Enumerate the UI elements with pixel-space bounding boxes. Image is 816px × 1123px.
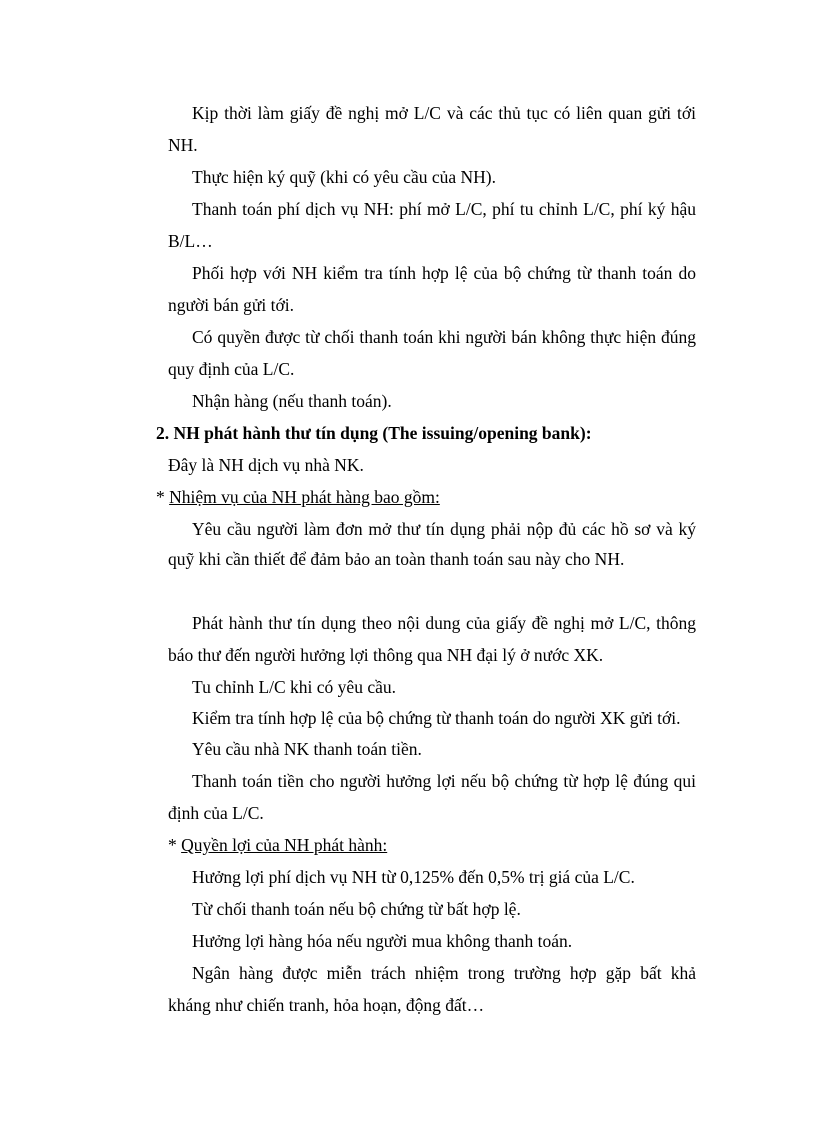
paragraph-line: B/L… bbox=[168, 231, 213, 251]
paragraph-line: Nhận hàng (nếu thanh toán). bbox=[192, 391, 392, 411]
paragraph-line: Phối hợp với NH kiểm tra tính hợp lệ của bộ chứng từ thanh toán do bbox=[192, 263, 696, 283]
paragraph-line: Kịp thời làm giấy đề nghị mở L/C và các thủ tục có liên quan gửi tới bbox=[192, 103, 696, 123]
paragraph-line: Tu chỉnh L/C khi có yêu cầu. bbox=[192, 677, 396, 697]
duties-subheading bbox=[156, 487, 440, 507]
duties-title: Nhiệm vụ của NH phát hàng bao gồm: bbox=[169, 487, 440, 507]
paragraph-line: Yêu cầu nhà NK thanh toán tiền. bbox=[192, 739, 422, 759]
paragraph-line: Có quyền được từ chối thanh toán khi người bán không thực hiện đúng bbox=[192, 327, 696, 347]
paragraph-line: Thực hiện ký quỹ (khi có yêu cầu của NH). bbox=[192, 167, 496, 187]
paragraph-line: định của L/C. bbox=[168, 803, 264, 823]
section-intro: Đây là NH dịch vụ nhà NK. bbox=[168, 455, 364, 475]
paragraph-line: Thanh toán tiền cho người hưởng lợi nếu bộ chứng từ hợp lệ đúng qui bbox=[192, 771, 696, 791]
paragraph-line: Kiểm tra tính hợp lệ của bộ chứng từ thanh toán do người XK gửi tới. bbox=[192, 708, 681, 728]
paragraph-line: Từ chối thanh toán nếu bộ chứng từ bất hợp lệ. bbox=[192, 899, 521, 919]
paragraph-line: Phát hành thư tín dụng theo nội dung của giấy đề nghị mở L/C, thông bbox=[192, 613, 696, 633]
paragraph-line: quỹ khi cần thiết để đảm bảo an toàn thanh toán sau này cho NH. bbox=[168, 549, 625, 569]
rights-title: Quyền lợi của NH phát hành: bbox=[181, 835, 388, 855]
paragraph-line: Yêu cầu người làm đơn mở thư tín dụng phải nộp đủ các hồ sơ và ký bbox=[192, 519, 696, 539]
bullet-mark: * bbox=[156, 487, 170, 507]
paragraph-line: Hưởng lợi hàng hóa nếu người mua không thanh toán. bbox=[192, 931, 573, 951]
paragraph-line: kháng như chiến tranh, hỏa hoạn, động đất… bbox=[168, 995, 485, 1015]
paragraph-line: quy định của L/C. bbox=[168, 359, 295, 379]
paragraph-line: Hưởng lợi phí dịch vụ NH từ 0,125% đến 0,5% trị giá của L/C. bbox=[192, 867, 635, 887]
bullet-mark: * bbox=[168, 835, 182, 855]
paragraph-line: Thanh toán phí dịch vụ NH: phí mở L/C, phí tu chỉnh L/C, phí ký hậu bbox=[192, 199, 696, 219]
paragraph-line: người bán gửi tới. bbox=[168, 295, 294, 315]
rights-subheading bbox=[168, 835, 387, 855]
paragraph-line: NH. bbox=[168, 135, 198, 155]
paragraph-line: báo thư đến người hưởng lợi thông qua NH đại lý ở nước XK. bbox=[168, 645, 604, 665]
paragraph-line: Ngân hàng được miễn trách nhiệm trong trường hợp gặp bất khả bbox=[192, 963, 696, 983]
section-heading: 2. NH phát hành thư tín dụng (The issuing/opening bank): bbox=[156, 423, 592, 443]
